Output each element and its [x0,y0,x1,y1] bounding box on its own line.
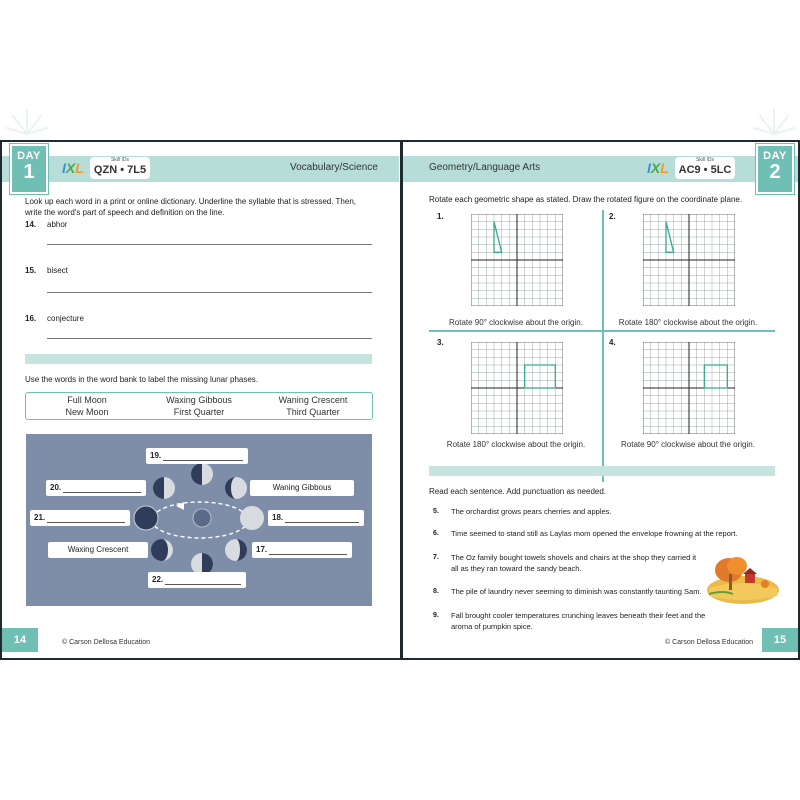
moon-third-quarter-top [191,463,213,485]
day-tab [10,144,48,194]
workbook-spread [0,140,800,660]
coordinate-grid-2[interactable] [643,214,735,306]
label-num: 20. [50,483,62,492]
sentence[interactable]: Time seemed to stand still as Laylas mom opened the envelope frowning at the report. [451,529,738,538]
label-17[interactable] [252,542,352,558]
sentence-number: 6. [433,530,439,537]
moon-crescent-bottom-left [151,539,173,561]
day-number: 2 [769,161,781,183]
coordinate-grid-3[interactable] [471,342,563,434]
label-num: 19. [150,451,162,460]
moon-gibbous-top [225,477,247,499]
word-bank-item: Waxing Gibbous [166,395,232,405]
footer-copyright: © Carson Dellosa Education [62,639,151,646]
grid-separator-horizontal [429,330,775,332]
label-num: 18. [272,513,284,522]
word-bank-item: New Moon [65,407,109,417]
sun-icon [752,104,796,138]
instruction-lunar: Use the words in the word bank to label the missing lunar phases. [25,375,259,384]
sentence[interactable]: The orchardist grows pears cherries and apples. [451,507,612,516]
rotation-caption: Rotate 180° clockwise about the origin. [618,318,758,327]
page-left [2,142,399,658]
sentence-number: 7. [433,554,439,561]
day-label: DAY [763,150,787,162]
word-bank-item: Third Quarter [286,407,340,417]
sentence-number: 9. [433,612,439,619]
rotation-caption: Rotate 180° clockwise about the origin. [446,440,586,449]
skill-ids-label: Skill IDs [110,157,130,163]
answer-line[interactable] [47,244,372,245]
label-num: 21. [34,513,46,522]
sentence-number: 5. [433,508,439,515]
day-tab [756,144,794,194]
label-waning-gibbous: Waning Gibbous [250,480,354,496]
given-rectangle [704,365,727,388]
skill-ids-label: Skill IDs [695,157,715,163]
coordinate-grid-1[interactable] [471,214,563,306]
sentence-number: 8. [433,588,439,595]
vocab-word: abhor [47,220,68,229]
sentence[interactable]: The pile of laundry never seeming to diminish was constantly taunting Sam. [451,587,702,596]
grid-number: 3. [437,338,444,347]
label-21[interactable] [30,510,130,526]
skill-code: QZN • 7L5 [93,164,147,176]
label-20[interactable] [46,480,146,496]
grid-number: 2. [609,212,616,221]
day-number: 1 [23,161,35,183]
ixl-logo: IXL [62,160,84,176]
skill-id-box [675,157,735,179]
label-18[interactable] [268,510,364,526]
day-label: DAY [17,150,41,162]
question-number: 16. [25,314,37,323]
instruction-punctuation: Read each sentence. Add punctuation as needed. [429,487,607,496]
word-bank-item: First Quarter [173,407,225,417]
moon-first-quarter-top [153,477,175,499]
grid-number: 1. [437,212,444,221]
answer-line[interactable] [47,338,372,339]
label-num: 17. [256,545,268,554]
sentence[interactable]: The Oz family bought towels shovels and chairs at the shop they carried it all as they ran toward the sandy beach. [451,553,697,573]
page-number: 14 [2,628,38,652]
section-divider [429,466,775,476]
moon-new [134,506,158,530]
label-num: 22. [152,575,164,584]
section-divider [25,354,372,364]
sun-icon [5,104,49,138]
rotation-caption: Rotate 90° clockwise about the origin. [449,318,583,327]
moon-gibbous-bottom-right [225,539,247,561]
label-22[interactable] [148,572,246,588]
grid-number: 4. [609,338,616,347]
coordinate-grid-4[interactable] [643,342,735,434]
ixl-logo: IXL [647,160,669,176]
instruction-rotate: Rotate each geometric shape as stated. Draw the rotated figure on the coordinate plane. [429,195,743,204]
instruction-vocab: Look up each word in a print or online dictionary. Underline the syllable that is stressed. Then, write the word's part of speech and definition on the line. [25,197,356,217]
skill-id-box [90,157,150,179]
moon-center [193,509,211,527]
label-19[interactable] [146,448,248,464]
skill-code: AC9 • 5LC [678,164,732,176]
page-number: 15 [762,628,798,652]
answer-line[interactable] [47,292,372,293]
lunar-phase-diagram [26,434,372,606]
page-right [403,142,800,658]
vocab-word: bisect [47,266,68,275]
subject-title: Geometry/Language Arts [429,162,541,173]
footer-copyright: © Carson Dellosa Education [665,639,754,646]
word-bank-item: Waning Crescent [278,395,348,405]
question-number: 15. [25,266,37,275]
subject-title: Vocabulary/Science [290,162,378,173]
autumn-scene-illustration [703,548,781,606]
label-waxing-crescent: Waxing Crescent [48,542,148,558]
vocab-word: conjecture [47,314,84,323]
question-number: 14. [25,220,37,229]
word-bank-item: Full Moon [67,395,107,405]
moon-full [240,506,264,530]
sentence[interactable]: Fall brought cooler temperatures crunching leaves beneath their feet and the aroma of pumpkin spice. [451,611,706,631]
word-bank [25,392,373,420]
rotation-caption: Rotate 90° clockwise about the origin. [621,440,755,449]
